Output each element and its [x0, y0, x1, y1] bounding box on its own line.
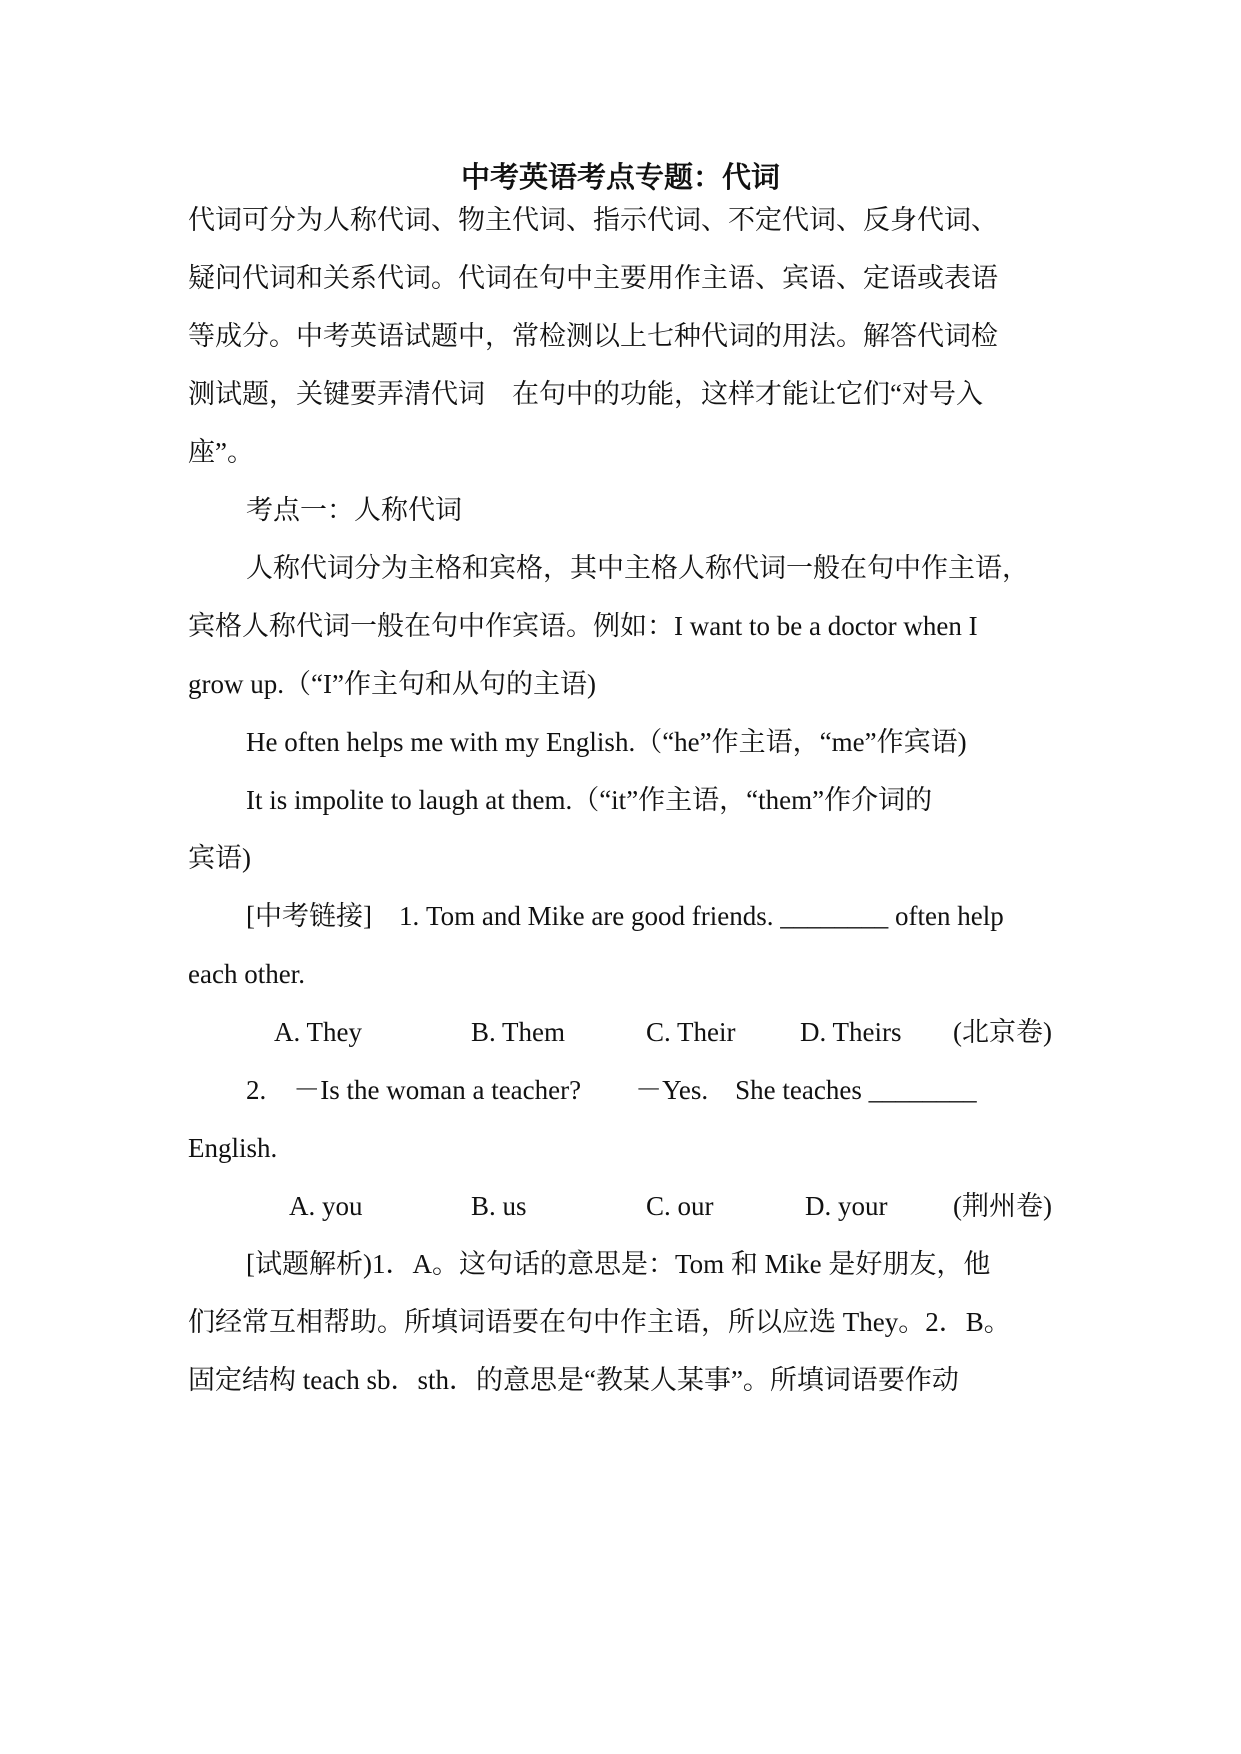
q1-option-d: D. Theirs	[800, 1017, 902, 1047]
q2-option-d: D. your	[805, 1191, 888, 1221]
example-line-3b: 宾语)	[188, 843, 251, 873]
example-line-3a: It is impolite to laugh at them.（“it”作主语，“them”作介词的	[246, 785, 933, 815]
q2-option-b: B. us	[471, 1191, 527, 1221]
intro-line-4: 测试题，关键要弄清代词 在句中的功能，这样才能让它们“对号入	[188, 379, 983, 409]
q2-source: (荆州卷)	[953, 1191, 1052, 1221]
intro-line-1: 代词可分为人称代词、物主代词、指示代词、不定代词、反身代词、	[188, 205, 998, 235]
explanation-line-1: 人称代词分为主格和宾格，其中主格人称代词一般在句中作主语，	[246, 553, 1029, 583]
example-line-2: He often helps me with my English.（“he”作主语，“me”作宾语)	[246, 727, 967, 757]
page-title: 中考英语考点专题：代词	[460, 162, 780, 194]
question-1-stem: [中考链接] 1. Tom and Mike are good friends. ________ often help	[246, 901, 1004, 931]
q1-option-b: B. Them	[471, 1017, 565, 1047]
intro-line-3: 等成分。中考英语试题中，常检测以上七种代词的用法。解答代词检	[188, 321, 998, 351]
intro-line-2: 疑问代词和关系代词。代词在句中主要用作主语、宾语、定语或表语	[188, 263, 998, 293]
q1-source: (北京卷)	[953, 1017, 1052, 1047]
q1-option-a: A. They	[274, 1017, 362, 1047]
question-2-stem: 2. －Is the woman a teacher? －Yes. She teaches ________	[246, 1075, 977, 1105]
analysis-line-2: 们经常互相帮助。所填词语要在句中作主语，所以应选 They。2．B。	[188, 1307, 1011, 1337]
question-2-stem-cont: English.	[188, 1133, 278, 1163]
q2-option-c: C. our	[646, 1191, 714, 1221]
analysis-line-1: [试题解析)1．A。这句话的意思是：Tom 和 Mike 是好朋友，他	[246, 1249, 991, 1279]
intro-line-5: 座”。	[188, 437, 254, 467]
question-1-stem-cont: each other.	[188, 959, 305, 989]
explanation-line-3: grow up.（“I”作主句和从句的主语)	[188, 669, 596, 699]
explanation-line-2: 宾格人称代词一般在句中作宾语。例如：I want to be a doctor when I	[188, 611, 978, 641]
q2-option-a: A. you	[289, 1191, 363, 1221]
section-heading: 考点一：人称代词	[246, 495, 462, 525]
analysis-line-3: 固定结构 teach sb．sth．的意思是“教某人某事”。所填词语要作动	[188, 1365, 959, 1395]
q1-option-c: C. Their	[646, 1017, 736, 1047]
